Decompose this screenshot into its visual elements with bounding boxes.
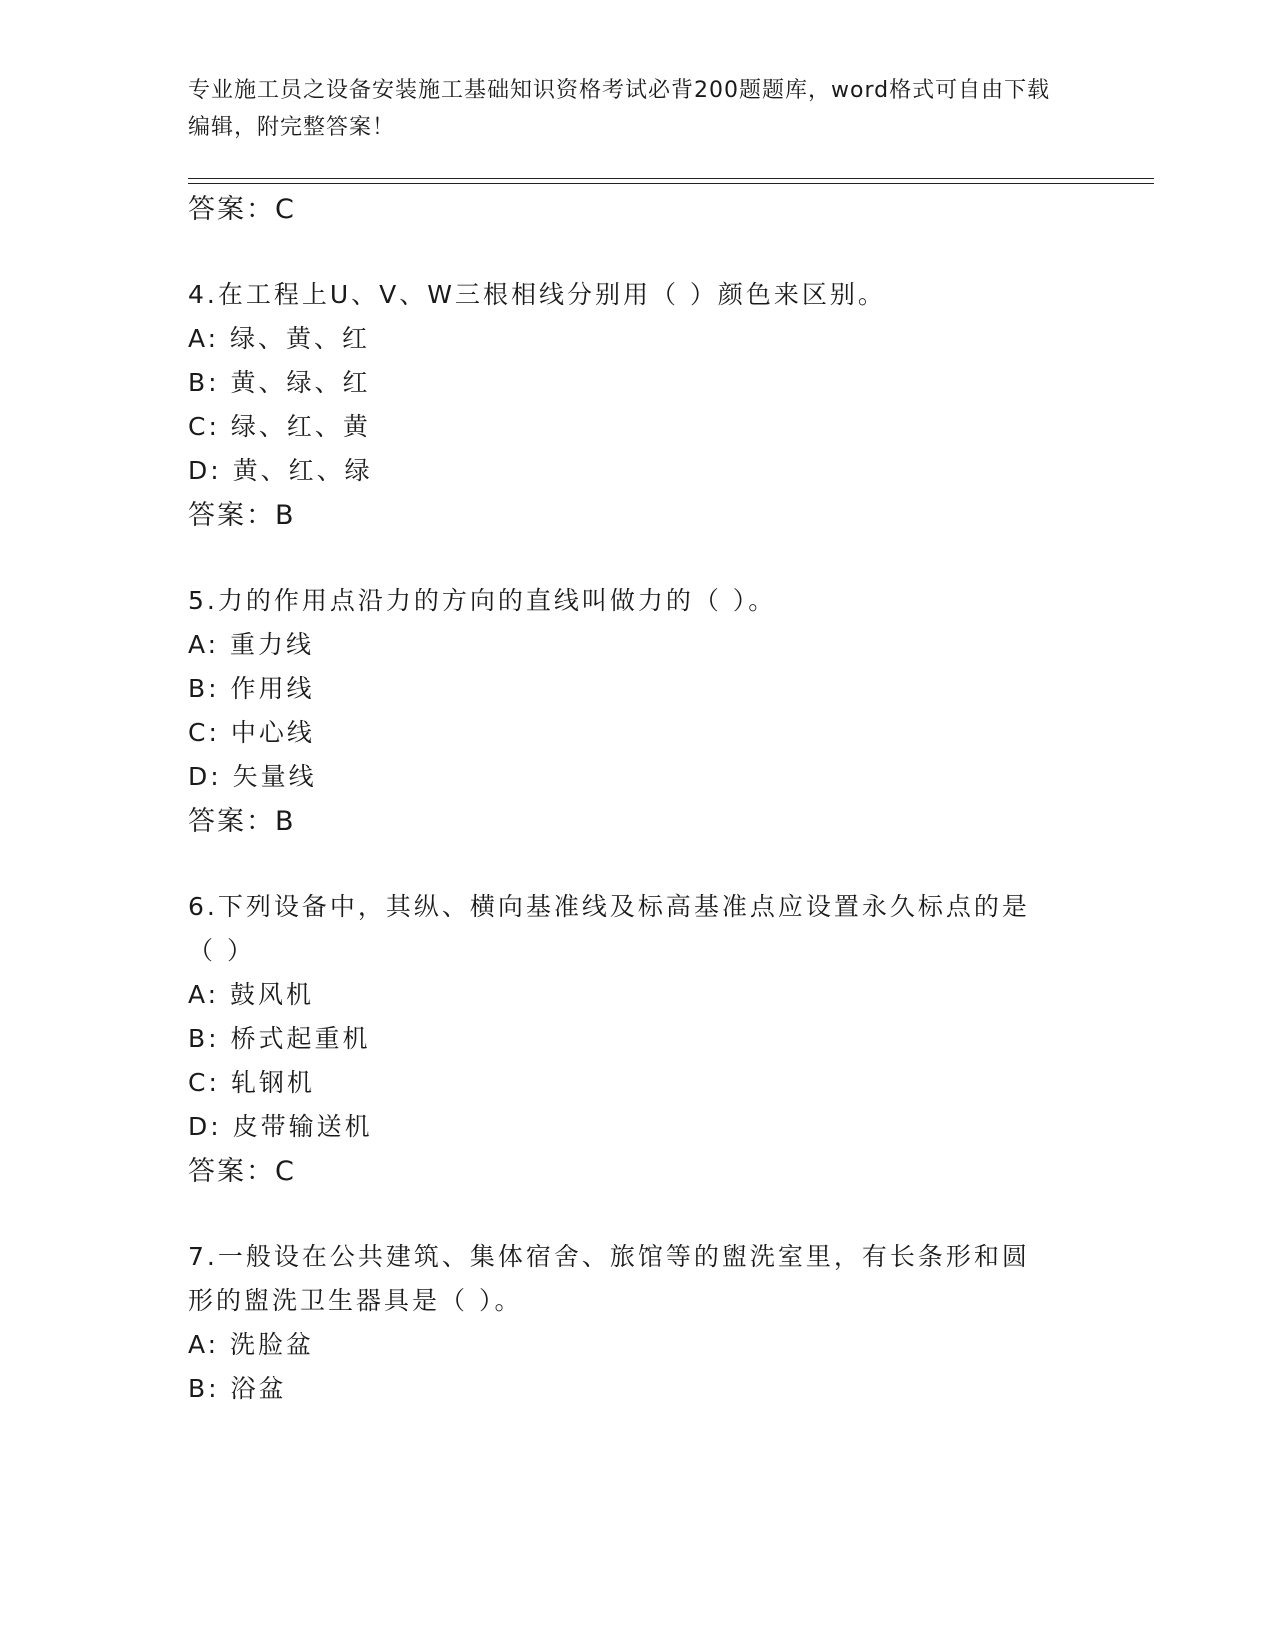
question-6-option-b: B: 桥式起重机	[188, 1024, 371, 1053]
header-divider-bottom	[188, 183, 1154, 184]
answer-q6: 答案：C	[188, 1156, 296, 1187]
question-5-option-c: C: 中心线	[188, 718, 315, 747]
question-4-option-c: C: 绿、红、黄	[188, 412, 371, 441]
question-6-stem-line1: 6.下列设备中，其纵、横向基准线及标高基准点应设置永久标点的是	[188, 892, 1030, 921]
question-7-stem-line1: 7.一般设在公共建筑、集体宿舍、旅馆等的盥洗室里，有长条形和圆	[188, 1242, 1030, 1271]
header-divider-top	[188, 178, 1154, 179]
question-7-option-b: B: 浴盆	[188, 1374, 287, 1403]
question-7-option-a: A: 洗脸盆	[188, 1330, 315, 1359]
question-6-stem-line2: （ ）	[188, 936, 255, 965]
question-6-option-d: D: 皮带输送机	[188, 1112, 373, 1141]
question-5-option-d: D: 矢量线	[188, 762, 317, 791]
question-6-option-c: C: 轧钢机	[188, 1068, 315, 1097]
answer-q3: 答案：C	[188, 194, 296, 225]
question-4-stem: 4.在工程上U、V、W三根相线分别用（ ）颜色来区别。	[188, 280, 886, 309]
question-4-option-a: A: 绿、黄、红	[188, 324, 371, 353]
document-header: 专业施工员之设备安装施工基础知识资格考试必背200题题库，word格式可自由下载编辑，附完整答案！	[188, 78, 1051, 140]
question-4-option-d: D: 黄、红、绿	[188, 456, 373, 485]
question-7-stem-line2: 形的盥洗卫生器具是（ ）。	[188, 1286, 523, 1315]
question-5-stem: 5.力的作用点沿力的方向的直线叫做力的（ ）。	[188, 586, 777, 615]
question-5-option-a: A: 重力线	[188, 630, 315, 659]
answer-q5: 答案：B	[188, 806, 296, 837]
question-5-option-b: B: 作用线	[188, 674, 315, 703]
question-4-option-b: B: 黄、绿、红	[188, 368, 371, 397]
question-6-option-a: A: 鼓风机	[188, 980, 315, 1009]
answer-q4: 答案：B	[188, 500, 296, 531]
